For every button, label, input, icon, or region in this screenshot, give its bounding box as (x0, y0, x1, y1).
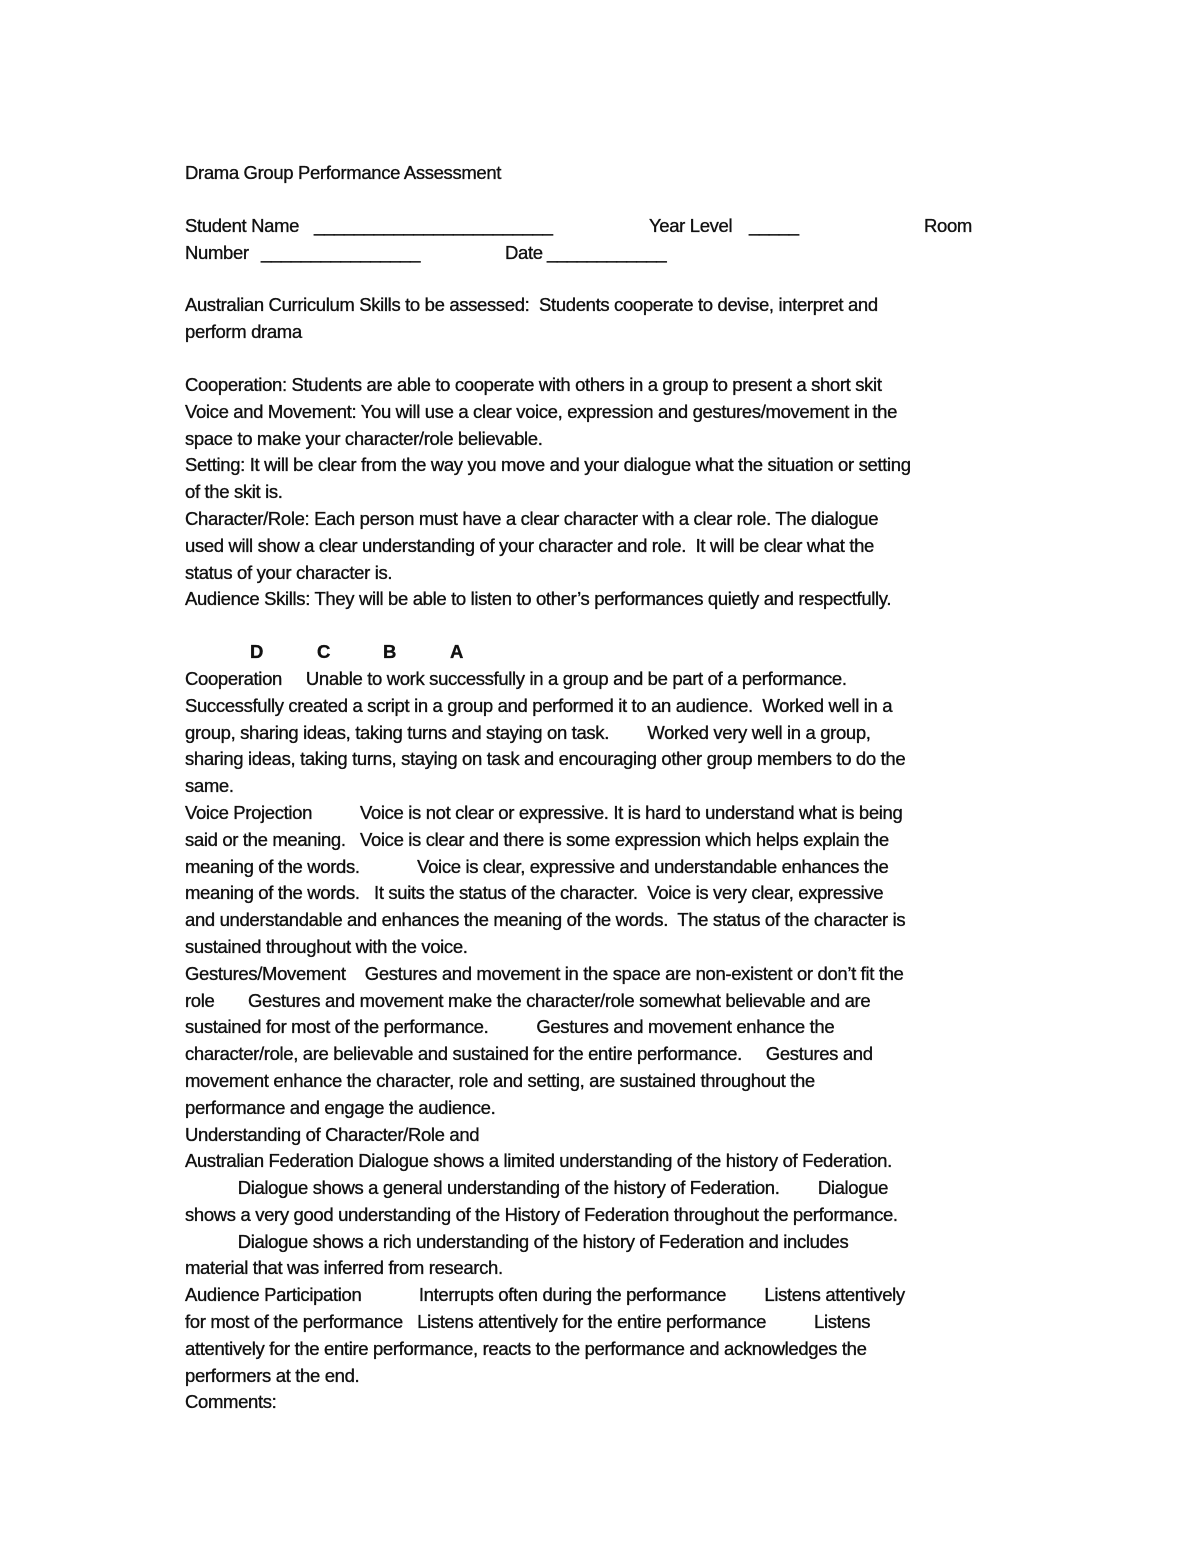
number-blank: ________________ (261, 241, 421, 263)
criterion-character-line-1: Character/Role: Each person must have a clear character with a clear role. The dialogue (185, 507, 879, 529)
date-label: Date (505, 241, 543, 263)
curriculum-line-1: Australian Curriculum Skills to be assessed: Students cooperate to devise, interpret and (185, 294, 878, 316)
rubric-line: shows a very good understanding of the History of Federation throughout the performance. (185, 1203, 898, 1225)
rubric-line: Audience Participation Interrupts often during the performance Listens attentively (185, 1284, 905, 1306)
rubric-line: role Gestures and movement make the character/role somewhat believable and are (185, 989, 871, 1011)
criterion-voice-line-1: Voice and Movement: You will use a clear voice, expression and gestures/movement in the (185, 400, 898, 422)
form-row-2 (185, 240, 1025, 267)
form-row-1 (185, 213, 1025, 240)
rubric-line: material that was inferred from research. (185, 1257, 503, 1279)
rubric-line: sharing ideas, taking turns, staying on task and encouraging other group members to do the (185, 748, 906, 770)
year-level-label: Year Level (649, 214, 738, 236)
rubric-line: group, sharing ideas, taking turns and staying on task. Worked very well in a group, (185, 721, 871, 743)
rubric-line: Successfully created a script in a group and performed it to an audience. Worked well in a (185, 694, 893, 716)
student-name-label: Student Name (185, 214, 300, 236)
year-level-blank: _____ (749, 214, 799, 236)
rubric-line: Australian Federation Dialogue shows a limited understanding of the history of Federation. (185, 1150, 892, 1172)
criterion-setting-line-1: Setting: It will be clear from the way you move and your dialogue what the situation or setting (185, 454, 911, 476)
rubric-line: and understandable and enhances the meaning of the words. The status of the character is (185, 909, 906, 931)
assessment-document (185, 160, 1025, 1416)
criterion-voice-line-2: space to make your character/role believable. (185, 427, 543, 449)
rubric-line: Gestures/Movement Gestures and movement in the space are non-existent or don’t fit the (185, 962, 904, 984)
rubric-line: sustained throughout with the voice. (185, 935, 468, 957)
rubric-line: attentively for the entire performance, reacts to the performance and acknowledges the (185, 1337, 867, 1359)
rubric-line: meaning of the words. It suits the status of the character. Voice is very clear, expressive (185, 882, 884, 904)
grade-a: A (450, 641, 464, 663)
date-blank: ____________ (547, 241, 667, 263)
rubric-line: meaning of the words. Voice is clear, expressive and understandable enhances the (185, 855, 889, 877)
grade-header (185, 639, 1025, 666)
criterion-cooperation: Cooperation: Students are able to cooperate with others in a group to present a short skit (185, 373, 882, 395)
rubric-line: Cooperation Unable to work successfully in a group and be part of a performance. (185, 667, 847, 689)
number-label: Number (185, 241, 254, 263)
grade-d: D (250, 641, 264, 663)
rubric-line: Dialogue shows a rich understanding of the history of Federation and includes (185, 1230, 849, 1252)
rubric-line: performance and engage the audience. (185, 1096, 496, 1118)
room-label: Room (924, 214, 972, 236)
rubric-line: said or the meaning. Voice is clear and there is some expression which helps explain the (185, 828, 889, 850)
criterion-audience: Audience Skills: They will be able to listen to other’s performances quietly and respectfully. (185, 588, 892, 610)
rubric-line: Voice Projection Voice is not clear or expressive. It is hard to understand what is being (185, 801, 903, 823)
curriculum-line-2: perform drama (185, 321, 302, 343)
rubric-line: performers at the end. (185, 1364, 360, 1386)
rubric-line: movement enhance the character, role and setting, are sustained throughout the (185, 1069, 815, 1091)
document-title: Drama Group Performance Assessment (185, 162, 502, 183)
rubric-line: character/role, are believable and sustained for the entire performance. Gestures and (185, 1043, 873, 1065)
rubric-line: for most of the performance Listens attentively for the entire performance Listens (185, 1311, 871, 1333)
grade-c: C (317, 641, 331, 663)
grade-b: B (383, 641, 397, 663)
rubric-line: Understanding of Character/Role and (185, 1123, 480, 1145)
criterion-character-line-2: used will show a clear understanding of your character and role. It will be clear what the (185, 534, 875, 556)
rubric-line: sustained for most of the performance. Gestures and movement enhance the (185, 1016, 835, 1038)
criterion-character-line-3: status of your character is. (185, 561, 393, 583)
criterion-setting-line-2: of the skit is. (185, 481, 283, 503)
rubric-line: Dialogue shows a general understanding of the history of Federation. Dialogue (185, 1177, 889, 1199)
student-name-blank: ________________________ (314, 214, 553, 236)
rubric-line: same. (185, 775, 234, 797)
rubric (185, 666, 1025, 1416)
comments-label: Comments: (185, 1391, 277, 1413)
